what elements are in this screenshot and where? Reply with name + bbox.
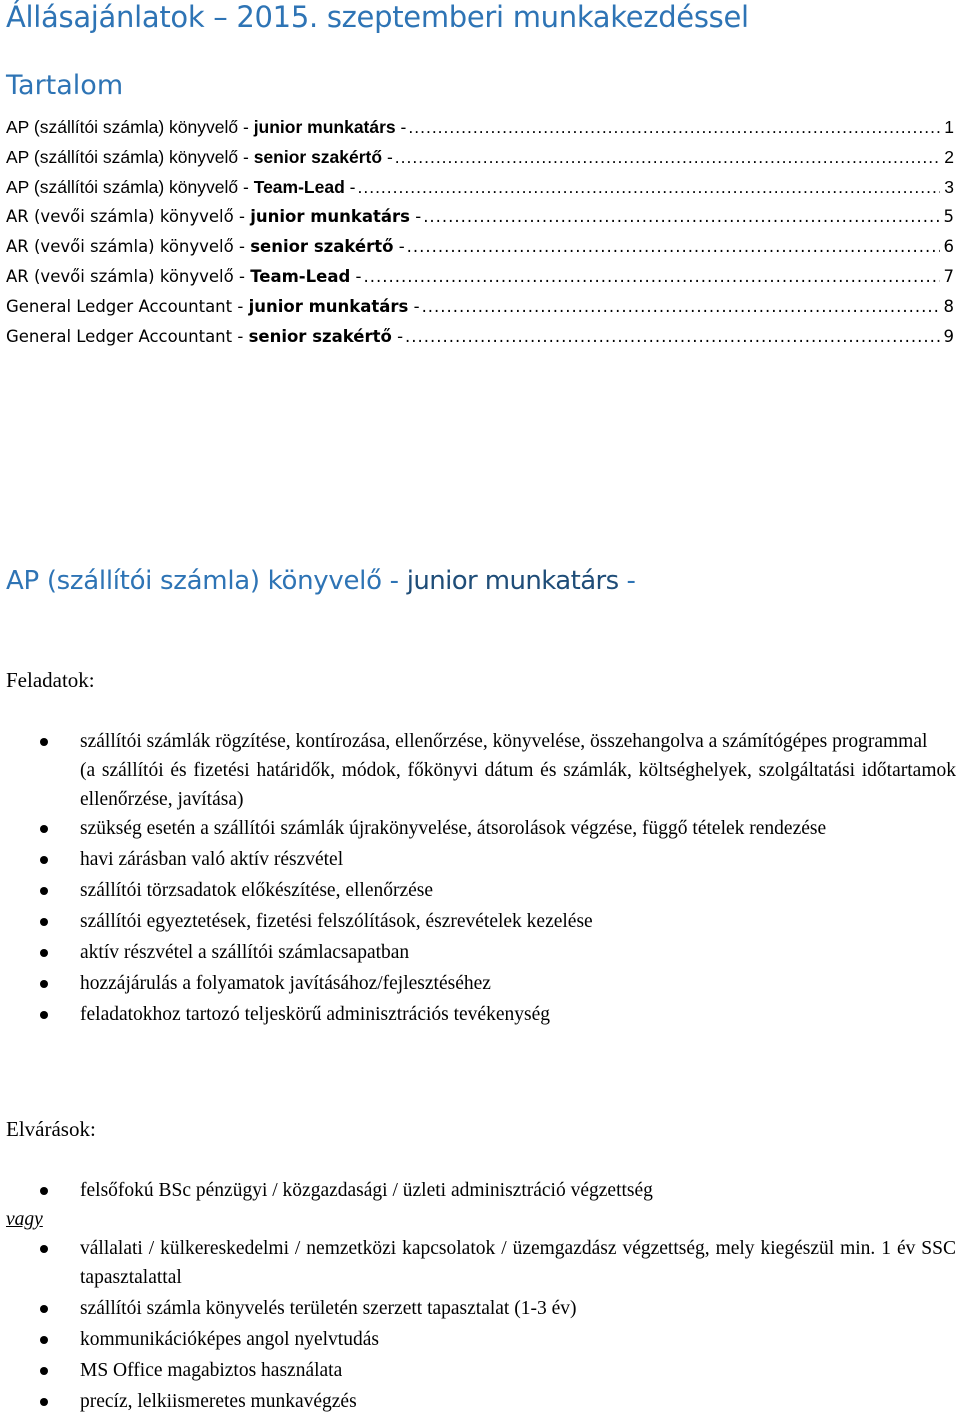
toc-entry-text: AP (szállítói számla) könyvelő - junior munkatárs - [6, 117, 407, 137]
toc-entry[interactable] [6, 202, 954, 232]
bullet-icon [40, 887, 48, 895]
list-item: szállítói törzsadatok előkészítése, ellenőrzése [80, 876, 956, 905]
tasks-label: Feladatok: [6, 668, 95, 692]
bullet-icon [40, 856, 48, 864]
toc-entry-text: AP (szállítói számla) könyvelő - Team-Lead - [6, 177, 356, 197]
toc-page-number: 1 [944, 117, 954, 137]
list-item: felsőfokú BSc pénzügyi / közgazdasági / üzleti adminisztráció végzettség [80, 1176, 956, 1205]
toc-dot-leader [423, 202, 939, 232]
document-title: Állásajánlatok – 2015. szeptemberi munkakezdéssel [6, 0, 749, 34]
bullet-icon [40, 980, 48, 988]
toc-page-number: 7 [943, 267, 954, 286]
toc-entry[interactable] [6, 112, 954, 142]
toc-dot-leader [422, 292, 940, 322]
bullet-icon [40, 1367, 48, 1375]
bullet-icon [40, 1245, 48, 1253]
list-item: szállítói egyeztetések, fizetési felszólítások, észrevételek kezelése [80, 907, 956, 936]
or-separator: vagy [6, 1209, 43, 1230]
toc-dot-leader [395, 142, 940, 172]
bullet-icon [40, 1305, 48, 1313]
toc-entry[interactable] [6, 142, 954, 172]
toc-page-number: 3 [944, 177, 954, 197]
toc-entry-text: AR (vevői számla) könyvelő - senior szakértő - [6, 237, 405, 256]
toc-page-number: 8 [943, 297, 954, 316]
bullet-icon [40, 949, 48, 957]
requirements-list [6, 1176, 956, 1416]
bullet-icon [40, 1187, 48, 1195]
toc-entry-text: AR (vevői számla) könyvelő - junior munkatárs - [6, 207, 422, 226]
toc-entry[interactable] [6, 232, 954, 262]
toc-dot-leader [407, 232, 940, 262]
toc-entry[interactable] [6, 322, 954, 352]
bullet-icon [40, 825, 48, 833]
toc-page-number: 2 [944, 147, 954, 167]
toc-entry[interactable] [6, 262, 954, 292]
toc-heading: Tartalom [6, 70, 124, 101]
bullet-icon [40, 1398, 48, 1406]
list-item: feladatokhoz tartozó teljeskörű adminisztrációs tevékenység [80, 1000, 956, 1029]
toc-dot-leader [405, 322, 939, 352]
toc-entry[interactable] [6, 172, 954, 202]
toc-entry-text: General Ledger Accountant - senior szakértő - [6, 327, 404, 346]
tasks-list [80, 727, 956, 1029]
toc-page-number: 9 [943, 327, 954, 346]
list-item: havi zárásban való aktív részvétel [80, 845, 956, 874]
bullet-icon [40, 1011, 48, 1019]
list-item: kommunikációképes angol nyelvtudás [80, 1325, 956, 1354]
list-item: szállítói számlák rögzítése, kontírozása, ellenőrzése, könyvelése, összehangolva a számítógépes programmal (a szállítói és fizetési határidők, módok, főkönyvi dátum és számlák, költséghelyek, szolgáltatási időtartamok ellenőrzése, javítása) [80, 727, 956, 814]
toc-entry-text: AP (szállítói számla) könyvelő - senior szakértő - [6, 147, 393, 167]
toc-dot-leader [408, 112, 940, 142]
list-item: aktív részvétel a szállítói számlacsapatban [80, 938, 956, 967]
list-item: precíz, lelkiismeretes munkavégzés [80, 1387, 956, 1416]
list-item: MS Office magabiztos használata [80, 1356, 956, 1385]
bullet-icon [40, 738, 48, 746]
list-item: szállítói számla könyvelés területén szerzett tapasztalat (1-3 év) [80, 1294, 956, 1323]
toc-entry-text: AR (vevői számla) könyvelő - Team-Lead - [6, 267, 362, 286]
table-of-contents [6, 112, 954, 352]
bullet-icon [40, 918, 48, 926]
requirements-label: Elvárások: [6, 1117, 96, 1141]
toc-dot-leader [357, 172, 940, 202]
list-item: hozzájárulás a folyamatok javításához/fejlesztéséhez [80, 969, 956, 998]
toc-entry-text: General Ledger Accountant - junior munkatárs - [6, 297, 420, 316]
toc-page-number: 5 [943, 207, 954, 226]
bullet-icon [40, 1336, 48, 1344]
toc-page-number: 6 [943, 237, 954, 256]
section-heading: AP (szállítói számla) könyvelő - junior munkatárs - [6, 566, 636, 596]
list-item-note: (a szállítói és fizetési határidők, módok, főkönyvi dátum és számlák, költséghelyek, szolgáltatási időtartamok ellenőrzése, javítása) [80, 760, 956, 810]
list-item: vállalati / külkereskedelmi / nemzetközi kapcsolatok / üzemgazdász végzettség, mely kiegészül min. 1 év SSC tapasztalattal [80, 1234, 956, 1292]
list-item: szükség esetén a szállítói számlák újrakönyvelése, átsorolások végzése, függő tételek rendezése [80, 814, 956, 843]
toc-dot-leader [363, 262, 939, 292]
toc-entry[interactable] [6, 292, 954, 322]
